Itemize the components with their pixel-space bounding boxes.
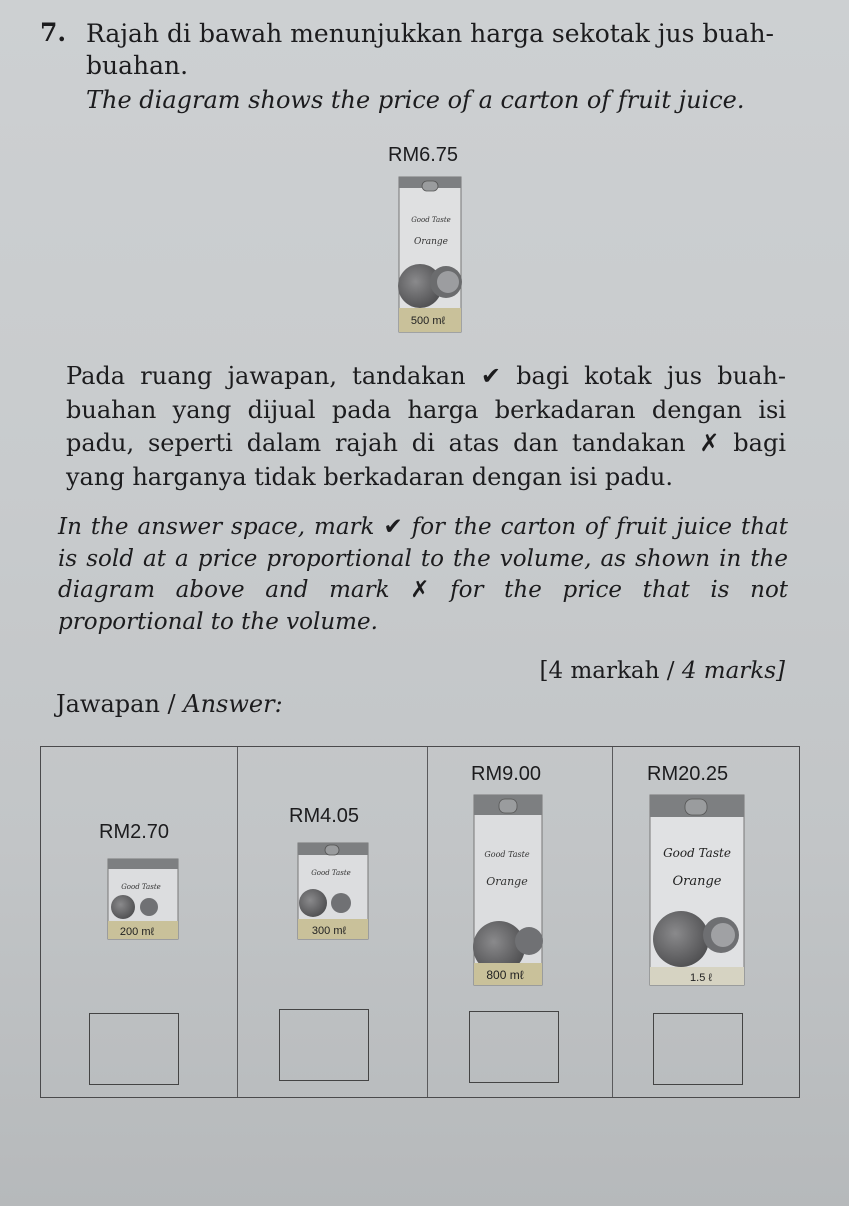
- instructions-malay: Pada ruang jawapan, tandakan ✔ bagi kotak jus buah-buahan yang dijual pada harga berkadaran dengan isi padu, seperti dalam rajah di atas dan tandakan ✗ bagi yang harganya tidak berkadaran dengan isi padu.: [66, 362, 787, 491]
- question-text-english: The diagram shows the price of a carton of fruit juice.: [86, 86, 745, 114]
- svg-text:Orange: Orange: [672, 874, 722, 889]
- option-3-carton: [473, 791, 545, 987]
- svg-text:Good Taste: Good Taste: [121, 883, 161, 891]
- svg-text:1.5 ℓ: 1.5 ℓ: [690, 972, 712, 984]
- answer-box-4[interactable]: [653, 1013, 743, 1085]
- example-brand-text: Good Taste: [411, 216, 451, 224]
- answer-box-1[interactable]: [89, 1013, 179, 1085]
- option-4-carton: [649, 791, 745, 987]
- svg-text:300 mℓ: 300 mℓ: [311, 925, 347, 937]
- tick-icon: ✔: [480, 362, 501, 390]
- question-number: 7.: [40, 18, 67, 47]
- svg-text:Good Taste: Good Taste: [484, 850, 530, 859]
- svg-text:Good Taste: Good Taste: [663, 846, 731, 860]
- svg-text:200 mℓ: 200 mℓ: [119, 926, 155, 938]
- option-1-carton: [107, 855, 181, 941]
- option-4-price: RM20.25: [647, 763, 729, 785]
- example-price: RM6.75: [388, 144, 459, 166]
- svg-text:Good Taste: Good Taste: [311, 869, 351, 877]
- example-flavour-text: Orange: [414, 237, 448, 247]
- marks-label: [4 markah / 4 marks]: [539, 658, 785, 684]
- answer-label: Jawapan / Answer:: [56, 690, 283, 718]
- svg-text:800 mℓ: 800 mℓ: [486, 968, 524, 982]
- answer-box-2[interactable]: [279, 1009, 369, 1081]
- question-text-malay: Rajah di bawah menunjukkan harga sekotak jus buah-buahan.: [86, 19, 774, 80]
- svg-text:Orange: Orange: [486, 875, 528, 888]
- cross-icon: ✗: [410, 577, 430, 603]
- instructions-english: In the answer space, mark ✔ for the carton of fruit juice that is sold at a price proportional to the volume, as shown in the diagram above and mark ✗ for the price that is not proportional to the volume.: [58, 514, 789, 635]
- option-3-price: RM9.00: [471, 763, 542, 785]
- option-2-carton: [297, 839, 371, 941]
- answer-table: [40, 746, 800, 1098]
- example-carton: [398, 174, 464, 334]
- option-1-price: RM2.70: [99, 821, 170, 843]
- option-2-price: RM4.05: [289, 805, 360, 827]
- answer-box-3[interactable]: [469, 1011, 559, 1083]
- tick-icon: ✔: [383, 514, 403, 540]
- example-volume-text: 500 mℓ: [410, 315, 446, 327]
- cross-icon: ✗: [699, 429, 720, 458]
